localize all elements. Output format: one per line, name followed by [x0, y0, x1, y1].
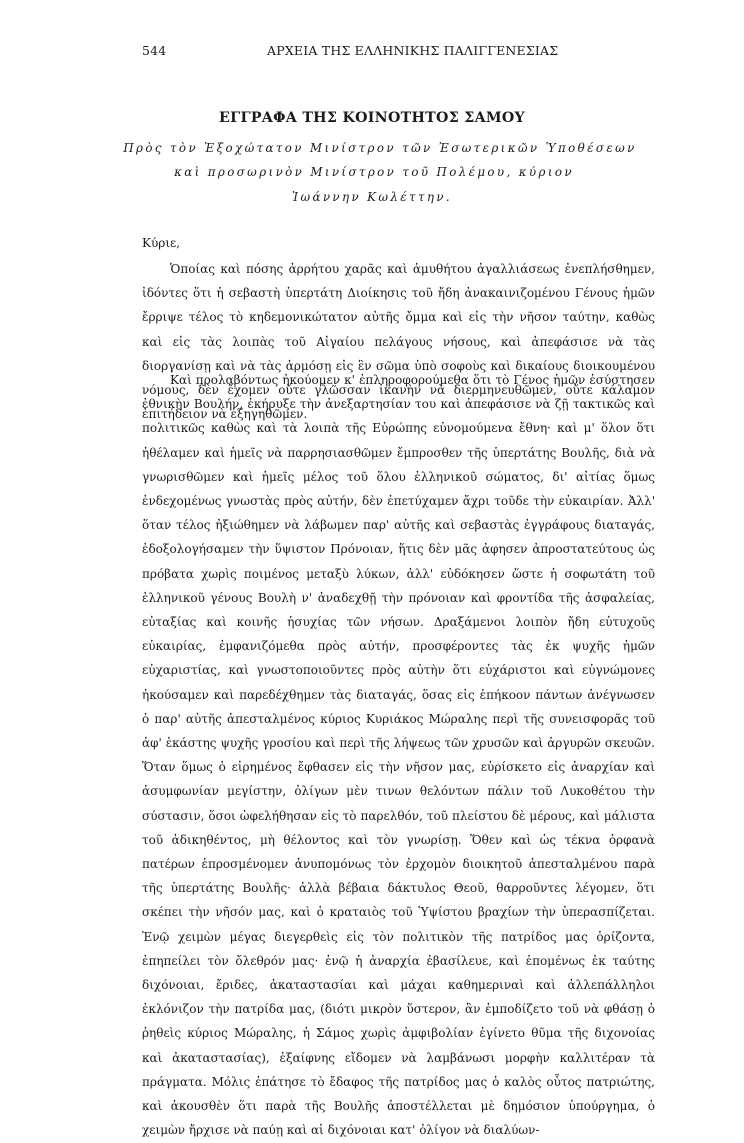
address-line: καὶ προσωρινὸν Μινίστρον τοῦ Πολέμου, κύριον [174, 165, 574, 179]
address-line: Ἰωάννην Κωλέττην. [291, 190, 453, 204]
body-paragraph: Καὶ προλαβόντως ἠκούομεν κ' ἐπληροφορούμεθα ὅτι τὸ Γένος ἡμῶν ἐσύστησεν ἐθνικὴν Βουλήν, ἐκήρυξε τὴν ἀνεξαρτησίαν του καὶ ἀπεφάσισε νὰ ζῇ τακτικῶς καὶ πολιτικῶς καθὼς καὶ τὰ λοιπὰ τῆς Εὐρώπης εὐνομούμενα ἔθνη· καὶ μ' ὅλον ὅτι ἠθέλαμεν καὶ ἡμεῖς νὰ παρρησιασθῶμεν ἔμπροσθεν τῆς ὑπερτάτης Βουλῆς, διὰ νὰ γνωρισθῶμεν καὶ ἡμεῖς μέλος τοῦ ὅλου ἑλληνικοῦ σώματος, δι' αἰτίας ὅμως ἐνδεχομένως γνωστὰς πρὸς αὐτήν, δὲν ἐπετύχαμεν ἄχρι τοῦδε τὴν εὐκαιρίαν. Ἀλλ' ὅταν τέλος ἠξιώθημεν νὰ λάβωμεν παρ' αὐτῆς καὶ σεβαστὰς ἐγγράφους διαταγάς, ἐδοξολογήσαμεν τὴν ὕψιστον Πρόνοιαν, ἥτις δὲν μᾶς ἀφησεν ἀπροστατεύτους ὡς πρόβατα χωρὶς ποιμένος μεταξὺ λύκων, ἀλλ' εὐδόκησεν ὥστε ἡ σοφωτάτη τοῦ ἑλληνικοῦ γένους Βουλὴ ν' ἀναδεχθῇ τὴν πρόνοιαν καὶ φροντίδα τῆς ἀσφαλείας, εὐταξίας καὶ κοινῆς ἡσυχίας τῶν νήσων. Δραξάμενοι λοιπὸν ἤδη εὐτυχοῦς εὐκαιρίας, ἐμφανιζόμεθα πρὸς αὐτήν, προσφέροντες τὰς ἐκ ψυχῆς ἡμῶν εὐχαριστίας, καὶ γνωστοποιοῦντες πρὸς αὐτὴν ὅτι εὐχάριστοι καὶ εὐγνώμονες ἠκούσαμεν καὶ παρεδέχθημεν τὰς διαταγάς, ὅσας εἰς ἐπήκοον πάντων ἀνέγνωσεν ὁ παρ' αὐτῆς ἀπεσταλμένος κύριος Κυριάκος Μώραλης περὶ τῆς συνεισφορᾶς τοῦ ἀφ' ἑκάστης ψυχῆς γροσίου καὶ περὶ τῆς λήψεως τῶν χρυσῶν καὶ ἀργυρῶν σκευῶν. Ὅταν ὅμως ὁ εἰρημένος ἔφθασεν εἰς τὴν νῆσον μας, εὑρίσκετο εἰς ἀναρχίαν καὶ ἀσυμφωνίαν μεγίστην, ὀλίγων μὲν τινων θελόντων πάλιν τοῦ Λυκοθέτου τὴν σύστασιν, ὅσοι ὠφελήθησαν εἰς τὸ παρελθόν, τοῦ πλείστου δὲ μέρους, καὶ μάλιστα τοῦ ἀδικηθέντος, μὴ θέλοντος καὶ τὸν γνωρίσῃ. Ὅθεν καὶ ὡς τέκνα ὀρφανὰ πατέρων ἐπροσμένομεν ἀνυπομόνως τὸν ἐρχομὸν διοικητοῦ ἀπεσταλμένου παρὰ τῆς ὑπερτάτης Βουλῆς· ἀλλὰ βέβαια δάκτυλος Θεοῦ, θαρροῦντες λέγομεν, ὅτι σκέπει τὴν νῆσόν μας, καὶ ὁ κραταιὸς τοῦ Ὑψίστου βραχίων τὴν ὑπερασπίζεται. Ἐνῷ χειμὼν μέγας διεγερθεὶς εἰς τὸν πολιτικὸν τῆς πατρίδος μας ὁρίζοντα, ἐπηπείλει τὸν ὄλεθρόν μας· ἐνῷ ἡ ἀναρχία ἐβασίλευε, καὶ ἐπομένως ἐκ ταύτης διχόνοιαι, ἔριδες, ἀκαταστασίαι καὶ μάχαι καθημεριναὶ καὶ ἀλλεπάλληλοι ἐκλόνιζον τὴν πατρίδα μας, (διότι μικρὸν ὕστερον, ἂν ἐμποδίζετο τοῦ νὰ φθάσῃ ὁ ῥηθεὶς κύριος Μώραλης, ἡ Σάμος χωρὶς ἀμφιβολίαν ἐγίνετο θῦμα τῆς διχονοίας καὶ ἀκαταστασίας), ἐξαίφνης εἴδομεν νὰ λαμβάνωσι μορφὴν καλλιτέραν τὰ πράγματα. Μόλις ἐπάτησε τὸ ἔδαφος τῆς πατρίδος μας ὁ καλὸς οὗτος πατριώτης, καὶ ἀκουσθὲν ὅτι παρὰ τῆς Βουλῆς ἀποστέλλεται μὲ δημόσιον ὑπούργημα, ὁ χειμὼν ἤρχισε νὰ παύῃ καὶ αἱ διχόνοιαι κατ' ὀλίγον νὰ διαλύων- [142, 373, 655, 1138]
body-paragraph: Ὁποίας καὶ πόσης ἀρρήτου χαρᾶς καὶ ἀμυθήτου ἀγαλλιάσεως ἐνεπλήσθημεν, ἰδόντες ὅτι ἡ σεβαστὴ ὑπερτάτη Διοίκησις τοῦ ἤδη ἀνακαινιζομένου Γένους ἡμῶν ἔρριψε τέλος τὸ κηδεμονικώτατον αὐτῆς ὄμμα καὶ εἰς τὴν νῆσον ταύτην, καθὼς καὶ εἰς τὰς λοιπὰς τοῦ Αἰγαίου πελάγους νήσους, καὶ ἀπεφάσισε νὰ τὰς διοργανίσῃ καὶ νὰ τὰς ἁρμόσῃ εἰς ἓν σῶμα ὑπὸ σοφοὺς καὶ δικαίους διοικουμένου νόμους, δὲν ἔχομεν οὔτε γλῶσσαν ἱκανὴν νὰ διερμηνευθῶμεν, οὔτε κάλαμον ἐπιτήδειον νὰ ἐξηγηθῶμεν. [142, 262, 655, 422]
page-number: 544 [142, 43, 167, 58]
running-title: ΑΡΧΕΙΑ ΤΗΣ ΕΛΛΗΝΙΚΗΣ ΠΑΛΙΓΓΕΝΕΣΙΑΣ [267, 43, 559, 58]
address-line: Πρὸς τὸν Ἐξοχώτατον Μινίστρον τῶν Ἐσωτερικῶν Ὑποθέσεων [123, 141, 637, 155]
document-title: ΕΓΓΡΑΦΑ ΤΗΣ ΚΟΙΝΟΤΗΤΟΣ ΣΑΜΟΥ [218, 110, 525, 126]
salutation: Κύριε, [142, 236, 181, 250]
